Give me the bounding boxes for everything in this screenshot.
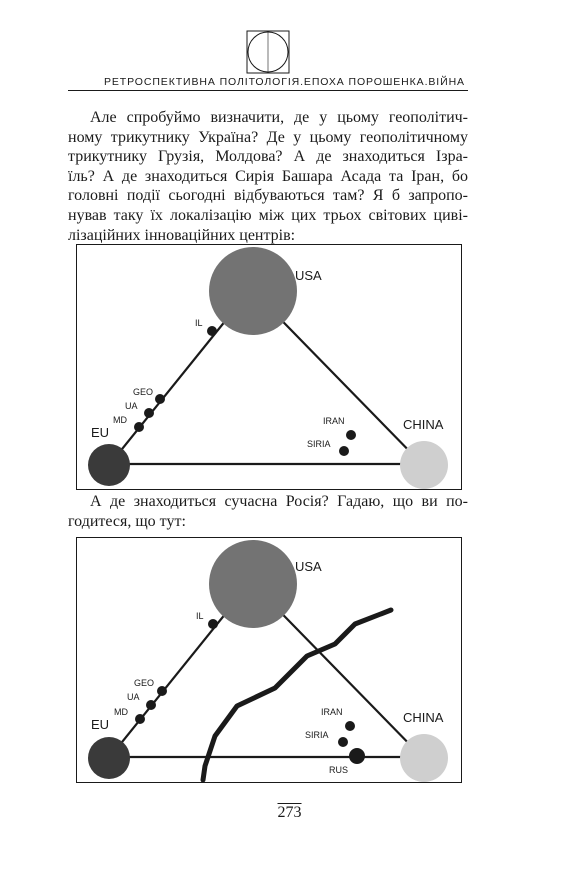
- text-line: їль? А де знаходиться Сирія Башара Асада та Іран, бо: [68, 167, 468, 185]
- siria-dot: [338, 737, 348, 747]
- text-line: нував таку їх локалізацію між цих трьох світових циві-: [68, 206, 468, 224]
- figure-geopolitical-triangle-russia: [76, 537, 462, 783]
- china-node: [400, 441, 448, 489]
- md-dot: [135, 714, 145, 724]
- paragraph-2: [68, 492, 468, 531]
- china-node: [400, 734, 448, 782]
- il-dot: [207, 326, 217, 336]
- siria-label: SIRIA: [305, 730, 329, 740]
- header-rule: [68, 90, 468, 91]
- text-line: ному трикутнику Україна? Де у цьому геополітичному: [68, 128, 468, 146]
- publisher-logo-icon: [246, 30, 290, 74]
- usa-label: USA: [295, 559, 322, 574]
- text-line: трикутнику Грузія, Молдова? А де знаходиться Ізра-: [68, 148, 468, 166]
- md-label: MD: [113, 415, 127, 425]
- china-label: CHINA: [403, 417, 444, 432]
- text-line: годитеся, що тут:: [68, 512, 186, 530]
- ua-label: UA: [125, 401, 138, 411]
- iran-dot: [345, 721, 355, 731]
- text-line: лізаційних інноваційних центрів:: [68, 226, 296, 244]
- usa-label: USA: [295, 268, 322, 283]
- siria-dot: [339, 446, 349, 456]
- siria-label: SIRIA: [307, 439, 331, 449]
- figure-geopolitical-triangle: [76, 244, 462, 490]
- geo-dot: [157, 686, 167, 696]
- iran-label: IRAN: [323, 416, 345, 426]
- triangle-diagram: [77, 245, 461, 489]
- il-dot: [208, 619, 218, 629]
- il-label: IL: [196, 611, 204, 621]
- usa-node: [209, 247, 297, 335]
- usa-node: [209, 540, 297, 628]
- rus-label: RUS: [329, 765, 349, 775]
- md-dot: [134, 422, 144, 432]
- triangle-diagram-russia: [77, 538, 461, 782]
- il-label: IL: [195, 318, 203, 328]
- rus-dot: [349, 748, 365, 764]
- eu-label: EU: [91, 717, 110, 732]
- md-label: MD: [114, 707, 128, 717]
- ua-label: UA: [127, 692, 140, 702]
- geo-label: GEO: [133, 387, 154, 397]
- text-line: головні події сьогодні відбуваються там? Я б запропо-: [68, 187, 468, 205]
- iran-dot: [346, 430, 356, 440]
- geo-label: GEO: [134, 678, 155, 688]
- eu-node: [88, 737, 130, 779]
- china-label: CHINA: [403, 710, 444, 725]
- text-line: Але спробуймо визначити, де у цьому геополітич-: [90, 109, 468, 126]
- iran-label: IRAN: [321, 707, 343, 717]
- page-number-value: 273: [277, 804, 302, 821]
- page-number: [0, 804, 579, 822]
- eu-node: [88, 444, 130, 486]
- eu-label: EU: [91, 425, 110, 440]
- text-line: А де знаходиться сучасна Росія? Гадаю, що ви по-: [90, 493, 468, 510]
- ua-dot: [146, 700, 156, 710]
- ua-dot: [144, 408, 154, 418]
- running-header: РЕТРОСПЕКТИВНА ПОЛІТОЛОГІЯ.ЕПОХА ПОРОШЕНКА.ВІЙНА: [104, 76, 465, 88]
- paragraph-1: [68, 108, 468, 245]
- geo-dot: [155, 394, 165, 404]
